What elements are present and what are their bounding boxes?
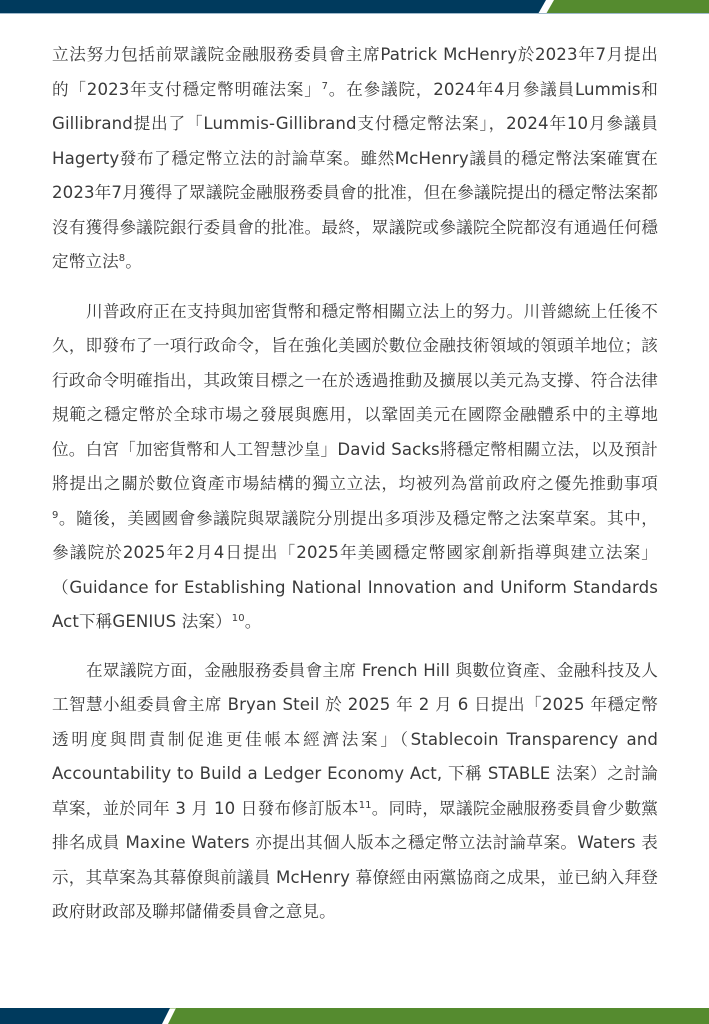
paragraph-house-of-representatives xyxy=(52,654,658,930)
footnote-ref-11[interactable]: 11 xyxy=(358,799,372,811)
paragraph-trump-administration xyxy=(52,295,658,640)
text: 。同時，眾議院金融服務委員會少數黨排名成員 Maxine Waters 亦提出其個人版本之穩定幣立法討論草案。Waters 表示，其草案為其幕僚與前議員 McHenry 幕僚經由兩黨協商之成果，並已納入拜登政府財政部及聯邦儲備委員會之意見。 xyxy=(52,798,658,921)
footer-band xyxy=(0,1008,709,1024)
footer-navy-stripe xyxy=(0,1008,170,1024)
header-rule xyxy=(0,13,709,14)
footnote-ref-10[interactable]: 10 xyxy=(231,613,245,624)
text: 川普政府正在支持與加密貨幣和穩定幣相關立法上的努力。川普總統上任後不久，即發布了一項行政命令，旨在強化美國於數位金融技術領域的領頭羊地位；該行政命令明確指出，其政策目標之一在於透過推動及擴展以美元為支撐、符合法律規範之穩定幣於全球市場之發展與應用，以鞏固美元在國際金融體系中的主導地位。白宮「加密貨幣和人工智慧沙皇」David Sacks將穩定幣相關立法，以及預計將提出之關於數位資產市場結構的獨立立法，均被列為當前政府之優先推動事項 xyxy=(52,301,658,493)
text: 。 xyxy=(244,612,262,631)
text: 立法努力包括前眾議院金融服務委員會主席Patrick McHenry於2023年7月提出的「2023年支付穩定幣明確法案」 xyxy=(52,45,658,99)
footer-green-stripe xyxy=(168,1008,709,1024)
footnote-ref-8[interactable]: 8 xyxy=(118,253,126,264)
text: 。隨後，美國國會參議院與眾議院分別提出多項涉及穩定幣之法案草案。其中，參議院於2025年2月4日提出「2025年美國穩定幣國家創新指導與建立法案」（Guidance for Establishing National Innovation and Uniform Standards Act下稱GENIUS 法案） xyxy=(52,508,658,631)
header-green-stripe xyxy=(546,0,709,14)
header-navy-stripe xyxy=(0,0,546,14)
text: 在眾議院方面，金融服務委員會主席 French Hill 與數位資產、金融科技及人工智慧小組委員會主席 Bryan Steil 於 2025 年 2 月 6 日提出「2025 年穩定幣透明度與問責制促進更佳帳本經濟法案」（Stablecoin Transparency and Accountability to Build a Ledger Economy Act, 下稱 STABLE 法案）之討論草案，並於同年 3 月 10 日發布修訂版本 xyxy=(52,660,658,818)
text: 。 xyxy=(125,252,142,271)
text: 。在參議院，2024年4月參議員Lummis和Gillibrand提出了「Lummis-Gillibrand支付穩定幣法案」，2024年10月參議員Hagerty發布了穩定幣立法的討論草案。雖然McHenry議員的穩定幣法案確實在2023年7月獲得了眾議院金融服務委員會的批准，但在參議院提出的穩定幣法案都沒有獲得參議院銀行委員會的批准。最終，眾議院或參議院全院都沒有通過任何穩定幣立法 xyxy=(52,79,659,271)
header-band xyxy=(0,0,709,14)
document-body xyxy=(52,38,658,946)
paragraph-legislative-efforts xyxy=(52,38,658,280)
footnote-ref-7[interactable]: 7 xyxy=(321,80,329,92)
footnote-ref-9[interactable]: 9 xyxy=(52,509,59,521)
